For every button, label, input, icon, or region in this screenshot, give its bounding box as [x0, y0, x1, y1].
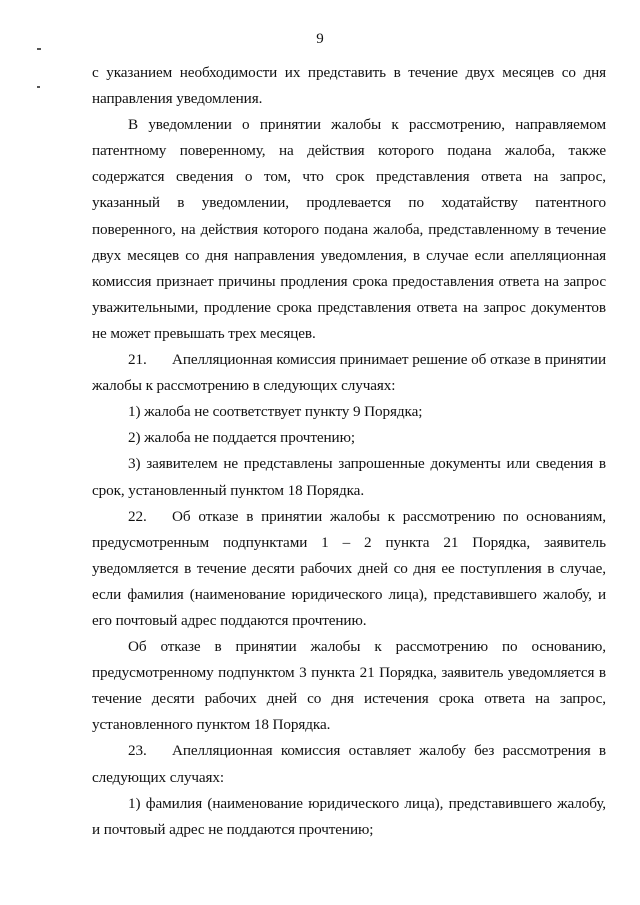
clause-23	[92, 738, 606, 790]
paragraph-continuation	[92, 60, 606, 112]
paragraph-text: В уведомлении о принятии жалобы к рассмотрению, направляемом патентному поверенному, на действия которого подана жалоба, также содержатся сведения о том, что срок представления ответа на запрос, указанный в уведомлении, продлевается по ходатайству патентного поверенного, на действия которого подана жалоба, представленному в течение двух месяцев со дня направления уведомления, в случае если апелляционная комиссия признает причины продления срока предоставления ответа на запрос уважительными, продление срока представления ответа на запрос документов не может превышать трех месяцев.	[92, 116, 606, 342]
clause-23-item-1	[92, 791, 606, 843]
scan-mark-top	[37, 48, 41, 50]
paragraph-notification	[92, 112, 606, 347]
list-item-text: 3) заявителем не представлены запрошенные документы или сведения в срок, установленный пунктом 18 Порядка.	[92, 455, 606, 499]
paragraph-text: с указанием необходимости их представить в течение двух месяцев со дня направления уведомления.	[92, 64, 606, 108]
paragraph-text: Об отказе в принятии жалобы к рассмотрению по основанию, предусмотренному подпунктом 3 пункта 21 Порядка, заявитель уведомляется в течение десяти рабочих дней со дня истечения срока ответа на запрос, установленного пунктом 18 Порядка.	[92, 638, 606, 734]
clause-number: 23.	[128, 742, 147, 760]
clause-21-item-2	[92, 425, 606, 451]
clause-21-item-1	[92, 399, 606, 425]
scan-mark-bottom	[37, 86, 40, 88]
paragraph-text: Об отказе в принятии жалобы к рассмотрению по основаниям, предусмотренным подпунктами 1 – 2 пункта 21 Порядка, заявитель уведомляется в течение десяти рабочих дней со дня ее поступления в случае, если фамилия (наименование юридического лица), представившего жалобу, и его почтовый адрес поддаются прочтению.	[92, 507, 606, 629]
list-item-text: 2) жалоба не поддается прочтению;	[128, 429, 355, 447]
clause-21-item-3	[92, 451, 606, 503]
paragraph-refusal-ground-3	[92, 634, 606, 738]
clause-22	[92, 504, 606, 634]
clause-number: 22.	[128, 507, 147, 525]
clause-21	[92, 347, 606, 399]
paragraph-text: Апелляционная комиссия принимает решение об отказе в принятии жалобы к рассмотрению в следующих случаях:	[92, 351, 606, 395]
list-item-text: 1) фамилия (наименование юридического лица), представившего жалобу, и почтовый адрес не поддаются прочтению;	[92, 794, 606, 838]
document-body	[92, 60, 606, 843]
clause-number: 21.	[128, 351, 147, 369]
list-item-text: 1) жалоба не соответствует пункту 9 Порядка;	[128, 403, 423, 421]
paragraph-text: Апелляционная комиссия оставляет жалобу без рассмотрения в следующих случаях:	[92, 742, 606, 786]
page-number: 9	[316, 31, 324, 47]
